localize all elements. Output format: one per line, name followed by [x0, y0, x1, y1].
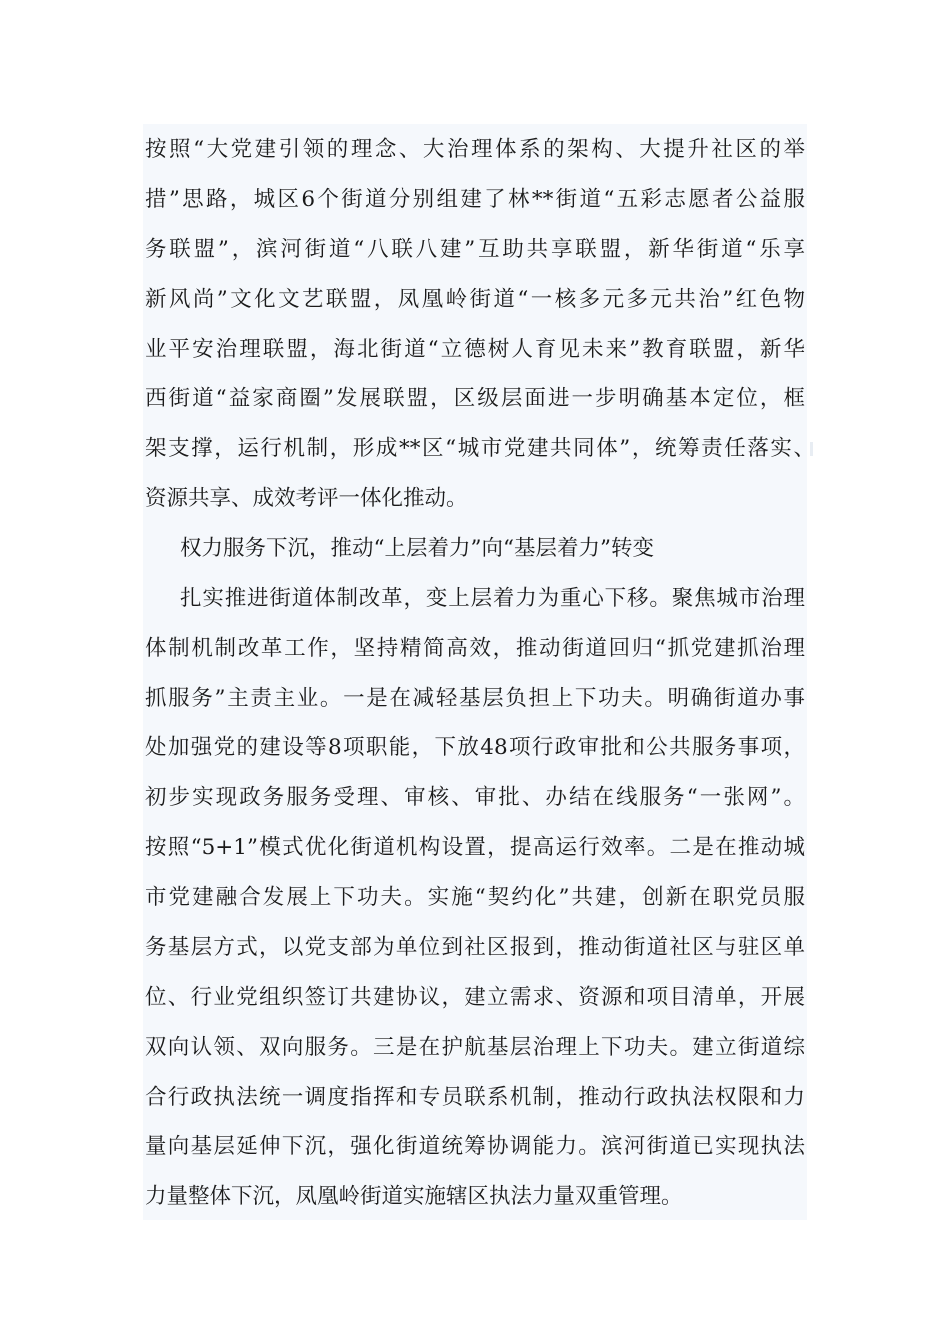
paragraph-line: 位、行业党组织签订共建协议，建立需求、资源和项目清单，开展 — [145, 985, 805, 1010]
paragraph-line: 合行政执法统一调度指挥和专员联系机制，推动行政执法权限和力 — [145, 1085, 805, 1110]
paragraph-line: 按照“5+1”模式优化街道机构设置，提高运行效率。二是在推动城 — [145, 835, 805, 860]
paragraph-line: 扎实推进街道体制改革，变上层着力为重心下移。聚焦城市治理 — [180, 586, 805, 611]
paragraph-line: 新风尚”文化文艺联盟，凤凰岭街道“一核多元多元共治”红色物 — [145, 287, 805, 312]
paragraph-line: 体制机制改革工作，坚持精简高效，推动街道回归“抓党建抓治理 — [145, 636, 805, 661]
paragraph-line: 措”思路，城区6个街道分别组建了林**街道“五彩志愿者公益服 — [145, 187, 805, 212]
paragraph-line: 按照“大党建引领的理念、大治理体系的架构、大提升社区的举 — [145, 137, 805, 162]
paragraph-line: 务基层方式，以党支部为单位到社区报到，推动街道社区与驻区单 — [145, 935, 805, 960]
paragraph-line: 业平安治理联盟，海北街道“立德树人育见未来”教育联盟，新华 — [145, 337, 805, 362]
paragraph-line: 量向基层延伸下沉，强化街道统筹协调能力。滨河街道已实现执法 — [145, 1134, 805, 1159]
paragraph-line: 初步实现政务服务受理、审核、审批、办结在线服务“一张网”。 — [145, 785, 805, 810]
paragraph-line: 资源共享、成效考评一体化推动。 — [145, 486, 468, 511]
paragraph-line: 架支撑，运行机制，形成**区“城市党建共同体”，统筹责任落实、 — [145, 436, 815, 461]
paragraph-line: 务联盟”，滨河街道“八联八建”互助共享联盟，新华街道“乐享 — [145, 237, 805, 262]
paragraph-line: 市党建融合发展上下功夫。实施“契约化”共建，创新在职党员服 — [145, 885, 805, 910]
paragraph-line: 力量整体下沉，凤凰岭街道实施辖区执法力量双重管理。 — [145, 1184, 683, 1209]
paragraph-line: 抓服务”主责主业。一是在减轻基层负担上下功夫。明确街道办事 — [145, 686, 805, 711]
section-heading: 权力服务下沉，推动“上层着力”向“基层着力”转变 — [180, 536, 654, 561]
paragraph-line: 西街道“益家商圈”发展联盟，区级层面进一步明确基本定位，框 — [145, 386, 805, 411]
paragraph-line: 双向认领、双向服务。三是在护航基层治理上下功夫。建立街道综 — [145, 1035, 805, 1060]
paragraph-line: 处加强党的建设等8项职能，下放48项行政审批和公共服务事项， — [145, 735, 805, 760]
